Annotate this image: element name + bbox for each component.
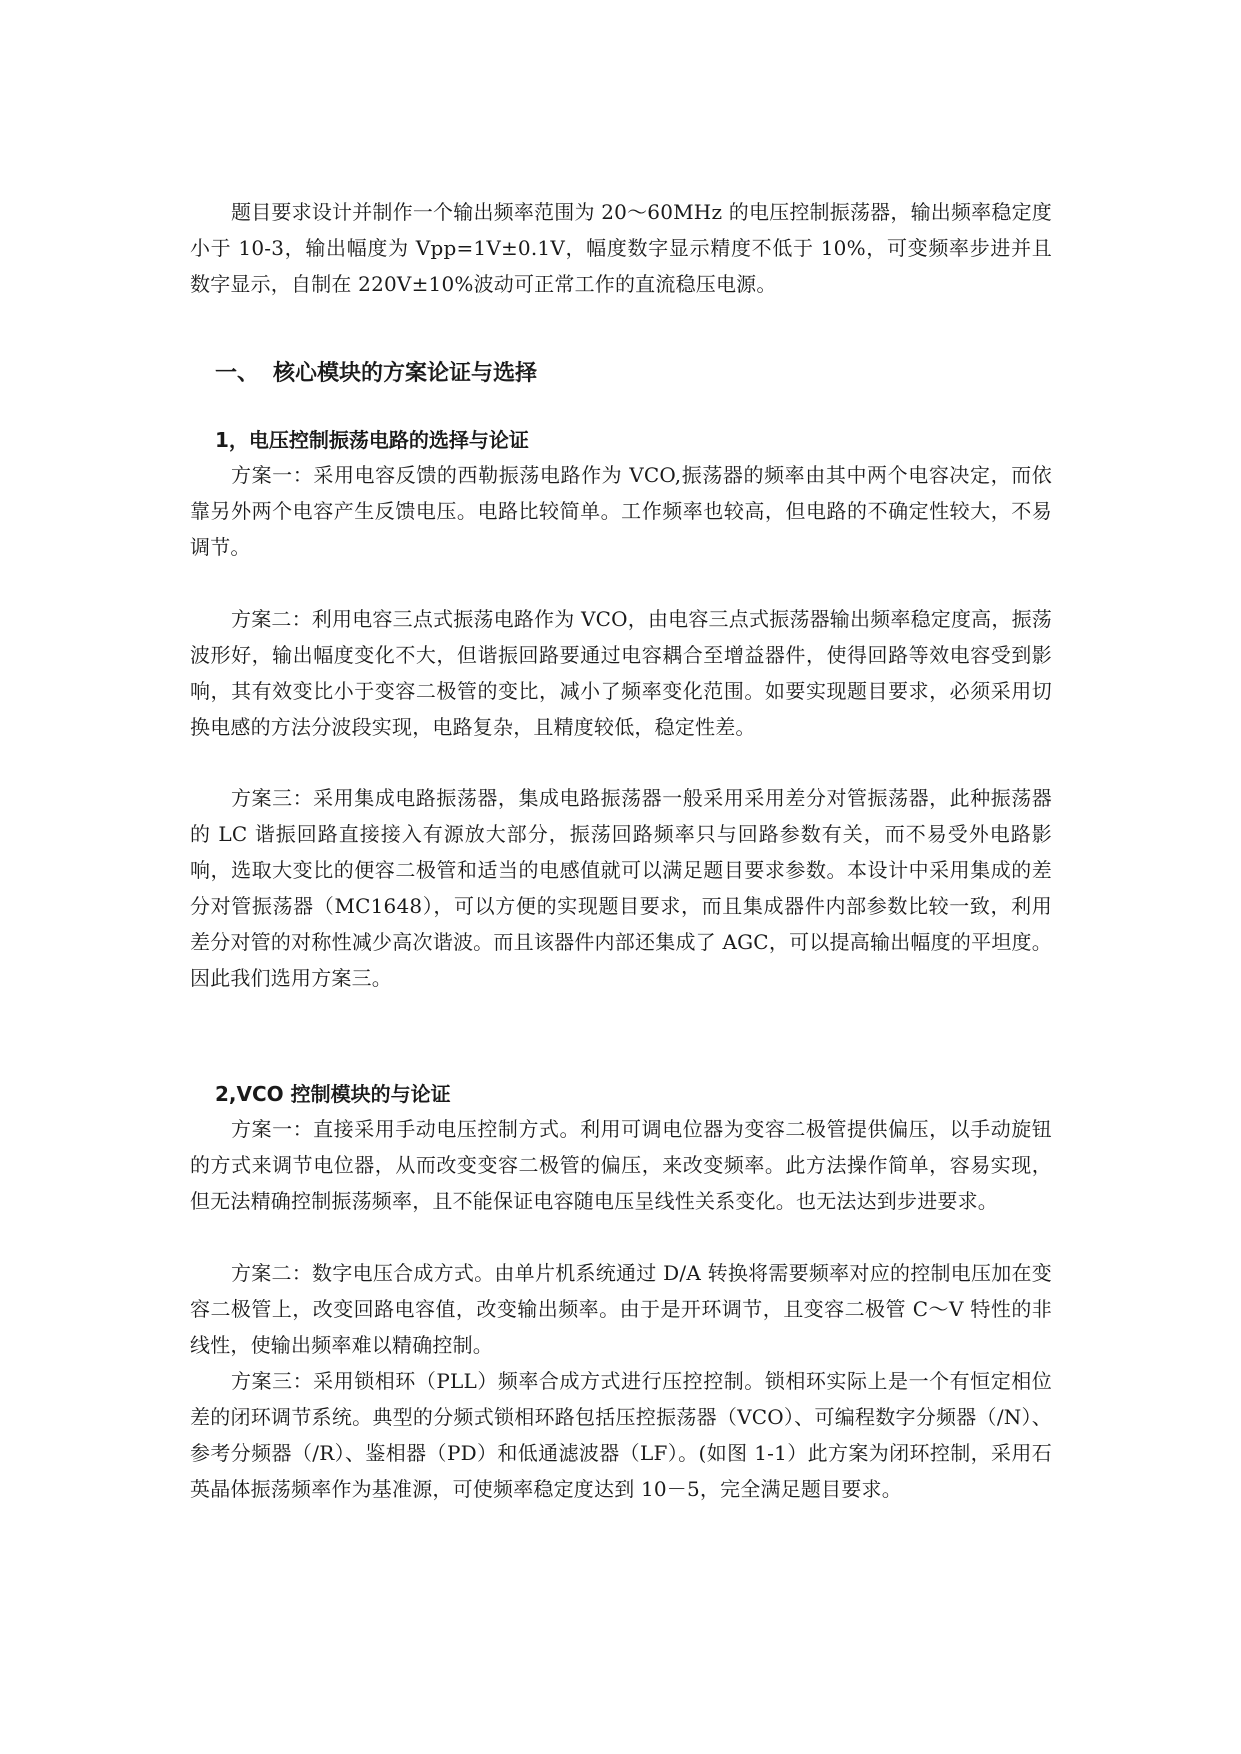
sub1-paragraph-2: 方案二：利用电容三点式振荡电路作为 VCO，由电容三点式振荡器输出频率稳定度高，振荡波形好，输出幅度变化不大，但谐振回路要通过电容耦合至增益器件，使得回路等效电容受到影响，其有效变比小于变容二极管的变比，减小了频率变化范围。如要实现题目要求，必须采用切换电感的方法分波段实现，电路复杂，且精度较低，稳定性差。	[190, 607, 1052, 739]
sub2-paragraph-3: 方案三：采用锁相环（PLL）频率合成方式进行压控控制。锁相环实际上是一个有恒定相位差的闭环调节系统。典型的分频式锁相环路包括压控振荡器（VCO）、可编程数字分频器（/N）、参考分频器（/R）、鉴相器（PD）和低通滤波器（LF）。(如图 1-1）此方案为闭环控制，采用石英晶体振荡频率作为基准源，可使频率稳定度达到 10－5，完全满足题目要求。	[190, 1369, 1052, 1501]
sub2-paragraph-2: 方案二：数字电压合成方式。由单片机系统通过 D/A 转换将需要频率对应的控制电压加在变容二极管上，改变回路电容值，改变输出频率。由于是开环调节，且变容二极管 C～V 特性的非线性，使输出频率难以精确控制。	[190, 1261, 1052, 1357]
sub1-paragraph-3: 方案三：采用集成电路振荡器，集成电路振荡器一般采用采用差分对管振荡器，此种振荡器的 LC 谐振回路直接接入有源放大部分，振荡回路频率只与回路参数有关，而不易受外电路影响，选取大变比的便容二极管和适当的电感值就可以满足题目要求参数。本设计中采用集成的差分对管振荡器（MC1648），可以方便的实现题目要求，而且集成器件内部参数比较一致，利用差分对管的对称性减少高次谐波。而且该器件内部还集成了 AGC，可以提高输出幅度的平坦度。因此我们选用方案三。	[190, 786, 1052, 990]
subsection-heading-2: 2,VCO 控制模块的与论证	[215, 1082, 451, 1106]
sub2-paragraph-1: 方案一：直接采用手动电压控制方式。利用可调电位器为变容二极管提供偏压，以手动旋钮的方式来调节电位器，从而改变变容二极管的偏压，来改变频率。此方法操作简单，容易实现，但无法精确控制振荡频率，且不能保证电容随电压呈线性关系变化。也无法达到步进要求。	[190, 1117, 1052, 1213]
subsection-heading-1: 1，电压控制振荡电路的选择与论证	[215, 428, 529, 452]
sub1-paragraph-1: 方案一：采用电容反馈的西勒振荡电路作为 VCO,振荡器的频率由其中两个电容决定，而依靠另外两个电容产生反馈电压。电路比较简单。工作频率也较高，但电路的不确定性较大，不易调节。	[190, 463, 1052, 559]
section-heading	[215, 356, 537, 387]
intro-paragraph: 题目要求设计并制作一个输出频率范围为 20～60MHz 的电压控制振荡器，输出频率稳定度小于 10-3，输出幅度为 Vpp=1V±0.1V，幅度数字显示精度不低于 10%，可变频率步进并且数字显示，自制在 220V±10%波动可正常工作的直流稳压电源。	[190, 200, 1052, 296]
section-title: 核心模块的方案论证与选择	[273, 361, 538, 386]
section-number: 一、	[215, 361, 260, 386]
